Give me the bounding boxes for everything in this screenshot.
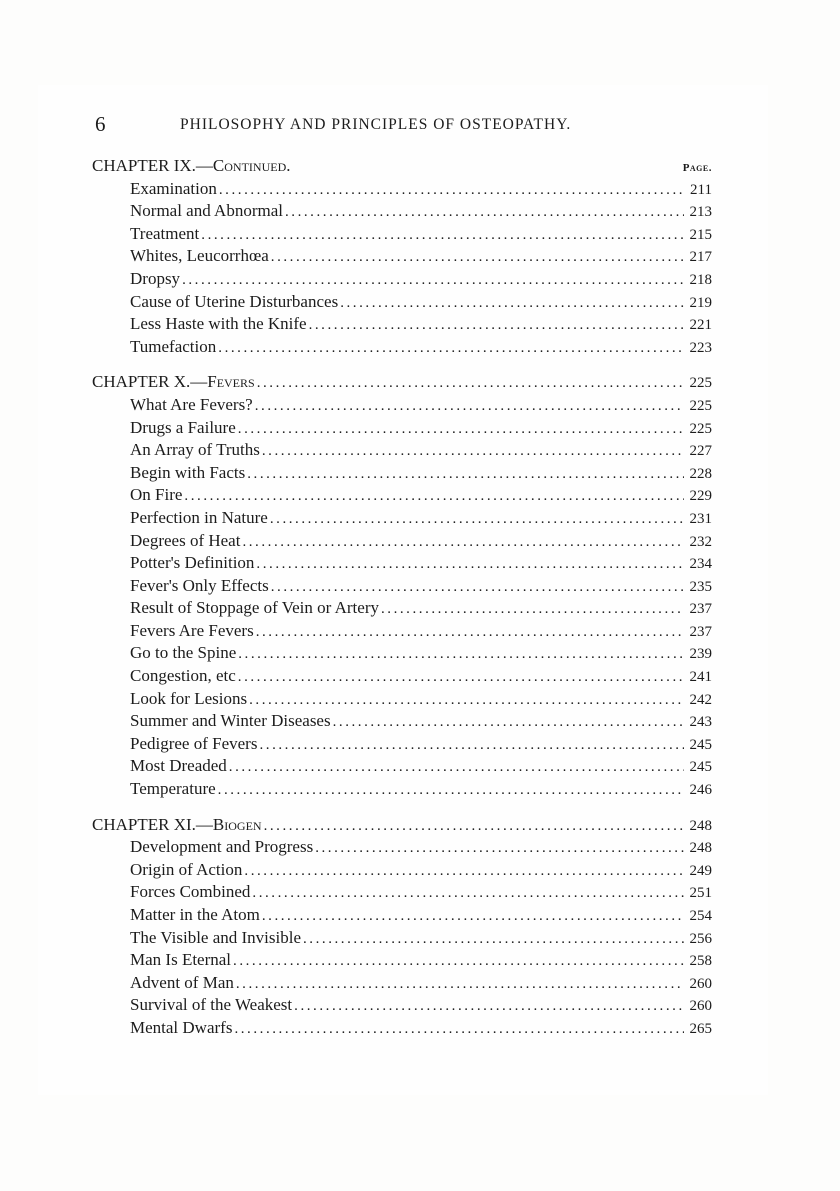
page-ref: 246 — [689, 782, 712, 799]
entry-title: Drugs a Failure — [130, 417, 236, 437]
toc-entry — [92, 245, 712, 268]
leader-dots — [315, 837, 684, 860]
chapter-label: CHAPTER X. — [92, 372, 191, 392]
toc-entry — [92, 972, 712, 995]
leader-dots — [229, 756, 684, 779]
leader-dots — [294, 995, 684, 1018]
entry-title: Temperature — [130, 779, 216, 799]
leader-dots — [285, 201, 684, 224]
page-ref: 223 — [689, 339, 712, 356]
leader-dots — [340, 292, 684, 315]
entry-title: Congestion, etc — [130, 666, 236, 686]
leader-dots — [256, 621, 684, 644]
entry-title: Dropsy — [130, 268, 181, 288]
toc-entry — [92, 710, 712, 733]
toc-entry — [92, 530, 712, 553]
toc-entry — [92, 642, 712, 665]
entry-title: On Fire — [130, 485, 183, 505]
toc-entry — [92, 200, 712, 223]
entry-title: Origin of Action — [130, 859, 243, 879]
toc-entry — [92, 552, 712, 575]
page-ref: 225 — [689, 420, 712, 437]
toc-entry — [92, 417, 712, 440]
page-ref: 248 — [689, 840, 712, 857]
toc-entry — [92, 291, 712, 314]
page-ref: 217 — [689, 249, 712, 266]
running-header — [95, 112, 640, 138]
page-ref: 234 — [689, 556, 712, 573]
entry-title: Less Haste with the Knife — [130, 314, 307, 334]
entry-title: Potter's Definition — [130, 553, 255, 573]
entry-title: What Are Fevers? — [130, 394, 253, 414]
toc-entry — [92, 778, 712, 801]
entry-title: Perfection in Nature — [130, 507, 268, 527]
page-ref: 258 — [689, 953, 712, 970]
chapter-label: CHAPTER IX. — [92, 156, 196, 175]
leader-dots — [255, 395, 684, 418]
page-ref: 243 — [689, 714, 712, 731]
page-ref: 225 — [689, 375, 712, 392]
page-ref: 254 — [689, 908, 712, 924]
page-ref: 245 — [689, 759, 712, 776]
chapter-suffix: —Biogen — [195, 814, 262, 834]
entry-title: Development and Progress — [130, 837, 314, 857]
page-ref: 235 — [689, 578, 712, 595]
page-ref: 249 — [689, 862, 712, 879]
leader-dots — [184, 485, 684, 508]
toc-entry — [92, 336, 712, 359]
chapter-label: CHAPTER XI. — [92, 814, 196, 834]
page-ref: 237 — [689, 623, 712, 640]
chapter-11-heading — [92, 814, 712, 837]
toc-entry — [92, 688, 712, 711]
page-ref: 265 — [689, 1020, 712, 1037]
page-ref: 219 — [689, 294, 712, 311]
leader-dots — [256, 553, 684, 576]
toc-entry — [92, 904, 712, 927]
page-ref: 211 — [690, 181, 712, 198]
leader-dots — [303, 928, 684, 951]
toc-entry — [92, 665, 712, 688]
chapter-suffix: —Continued. — [195, 156, 291, 175]
leader-dots — [271, 246, 684, 269]
page-number: 6 — [95, 112, 106, 136]
entry-title: Whites, Leucorrhœa — [130, 246, 269, 266]
page-ref: 231 — [689, 510, 712, 527]
chapter-10-heading — [92, 371, 712, 394]
leader-dots — [182, 269, 684, 292]
entry-title: Mental Dwarfs — [130, 1017, 233, 1037]
page-ref: 232 — [689, 533, 712, 550]
toc-entry — [92, 949, 712, 972]
toc-entry — [92, 755, 712, 778]
entry-title: The Visible and Invisible — [130, 927, 301, 947]
toc-entry — [92, 507, 712, 530]
entry-title: Summer and Winter Diseases — [130, 711, 331, 731]
toc-entry — [92, 881, 712, 904]
entry-title: Degrees of Heat — [130, 530, 241, 550]
leader-dots — [219, 179, 684, 202]
leader-dots — [262, 905, 684, 928]
page-ref: 229 — [689, 488, 712, 505]
leader-dots — [236, 973, 684, 996]
leader-dots — [249, 689, 684, 712]
toc-entry — [92, 394, 712, 417]
page-ref: 245 — [689, 736, 712, 753]
leader-dots — [201, 224, 684, 247]
page-ref: 251 — [689, 885, 712, 902]
leader-dots — [262, 440, 684, 463]
chapter-9-heading — [92, 155, 712, 178]
entry-title: Examination — [130, 178, 217, 198]
page-ref: 241 — [689, 669, 712, 686]
leader-dots — [247, 463, 684, 486]
page-ref: 221 — [689, 317, 712, 334]
entry-title: Advent of Man — [130, 972, 234, 992]
leader-dots — [309, 314, 684, 337]
toc-entry — [92, 439, 712, 462]
entry-title: Tumefaction — [130, 336, 217, 356]
toc-entry — [92, 178, 712, 201]
toc-entry — [92, 1017, 712, 1040]
page-column-heading: Page. — [682, 162, 712, 174]
entry-title: Cause of Uterine Disturbances — [130, 291, 339, 311]
leader-dots — [242, 531, 684, 554]
page-ref: 242 — [689, 691, 712, 708]
toc-entry — [92, 575, 712, 598]
entry-title: Fevers Are Fevers — [130, 620, 254, 640]
leader-dots — [238, 666, 684, 689]
leader-dots — [381, 598, 684, 621]
page-ref: 218 — [689, 271, 712, 288]
leader-dots — [270, 508, 684, 531]
page-ref: 248 — [689, 817, 712, 834]
page-ref: 260 — [689, 975, 712, 992]
entry-title: Go to the Spine — [130, 643, 237, 663]
toc-entry — [92, 927, 712, 950]
leader-dots — [259, 734, 684, 757]
toc-entry — [92, 859, 712, 882]
toc-entry — [92, 597, 712, 620]
toc-entry — [92, 836, 712, 859]
page-ref: 215 — [689, 226, 712, 243]
chapter-10-entries — [92, 394, 712, 801]
leader-dots — [333, 711, 684, 734]
entry-title: An Array of Truths — [130, 440, 260, 460]
leader-dots — [218, 779, 684, 802]
entry-title: Fever's Only Effects — [130, 575, 269, 595]
entry-title: Result of Stoppage of Vein or Artery — [130, 598, 379, 618]
entry-title: Look for Lesions — [130, 688, 248, 708]
leader-dots — [238, 643, 684, 666]
toc-entry — [92, 268, 712, 291]
table-of-contents — [92, 155, 712, 1040]
page-ref: 228 — [689, 465, 712, 482]
chapter-9-entries — [92, 178, 712, 359]
entry-title: Begin with Facts — [130, 462, 246, 482]
entry-title: Man Is Eternal — [130, 950, 232, 970]
entry-title: Pedigree of Fevers — [130, 733, 258, 753]
page-ref: 227 — [689, 443, 712, 460]
leader-dots — [218, 337, 684, 360]
leader-dots — [271, 576, 684, 599]
leader-dots — [257, 372, 684, 395]
entry-title: Treatment — [130, 223, 200, 243]
page-ref: 260 — [689, 998, 712, 1015]
toc-entry — [92, 733, 712, 756]
page-ref: 239 — [689, 646, 712, 663]
entry-title: Forces Combined — [130, 882, 251, 902]
toc-entry — [92, 313, 712, 336]
toc-entry — [92, 994, 712, 1017]
page-ref: 237 — [689, 601, 712, 618]
leader-dots — [234, 1018, 684, 1041]
leader-dots — [264, 815, 684, 838]
toc-entry — [92, 462, 712, 485]
page-ref: 213 — [689, 204, 712, 221]
entry-title: Normal and Abnormal — [130, 201, 283, 221]
leader-dots — [233, 950, 684, 973]
leader-dots — [238, 418, 684, 441]
chapter-suffix: —Fevers — [190, 372, 255, 392]
entry-title: Survival of the Weakest — [130, 995, 293, 1015]
leader-dots — [244, 860, 684, 883]
page-ref: 225 — [689, 397, 712, 414]
entry-title: Matter in the Atom — [130, 905, 260, 924]
toc-entry — [92, 223, 712, 246]
page-ref: 256 — [689, 930, 712, 947]
chapter-11-entries — [92, 836, 712, 1039]
leader-dots — [252, 882, 684, 905]
running-title: PHILOSOPHY AND PRINCIPLES OF OSTEOPATHY. — [180, 116, 572, 133]
entry-title: Most Dreaded — [130, 756, 227, 776]
toc-entry — [92, 620, 712, 643]
toc-entry — [92, 484, 712, 507]
